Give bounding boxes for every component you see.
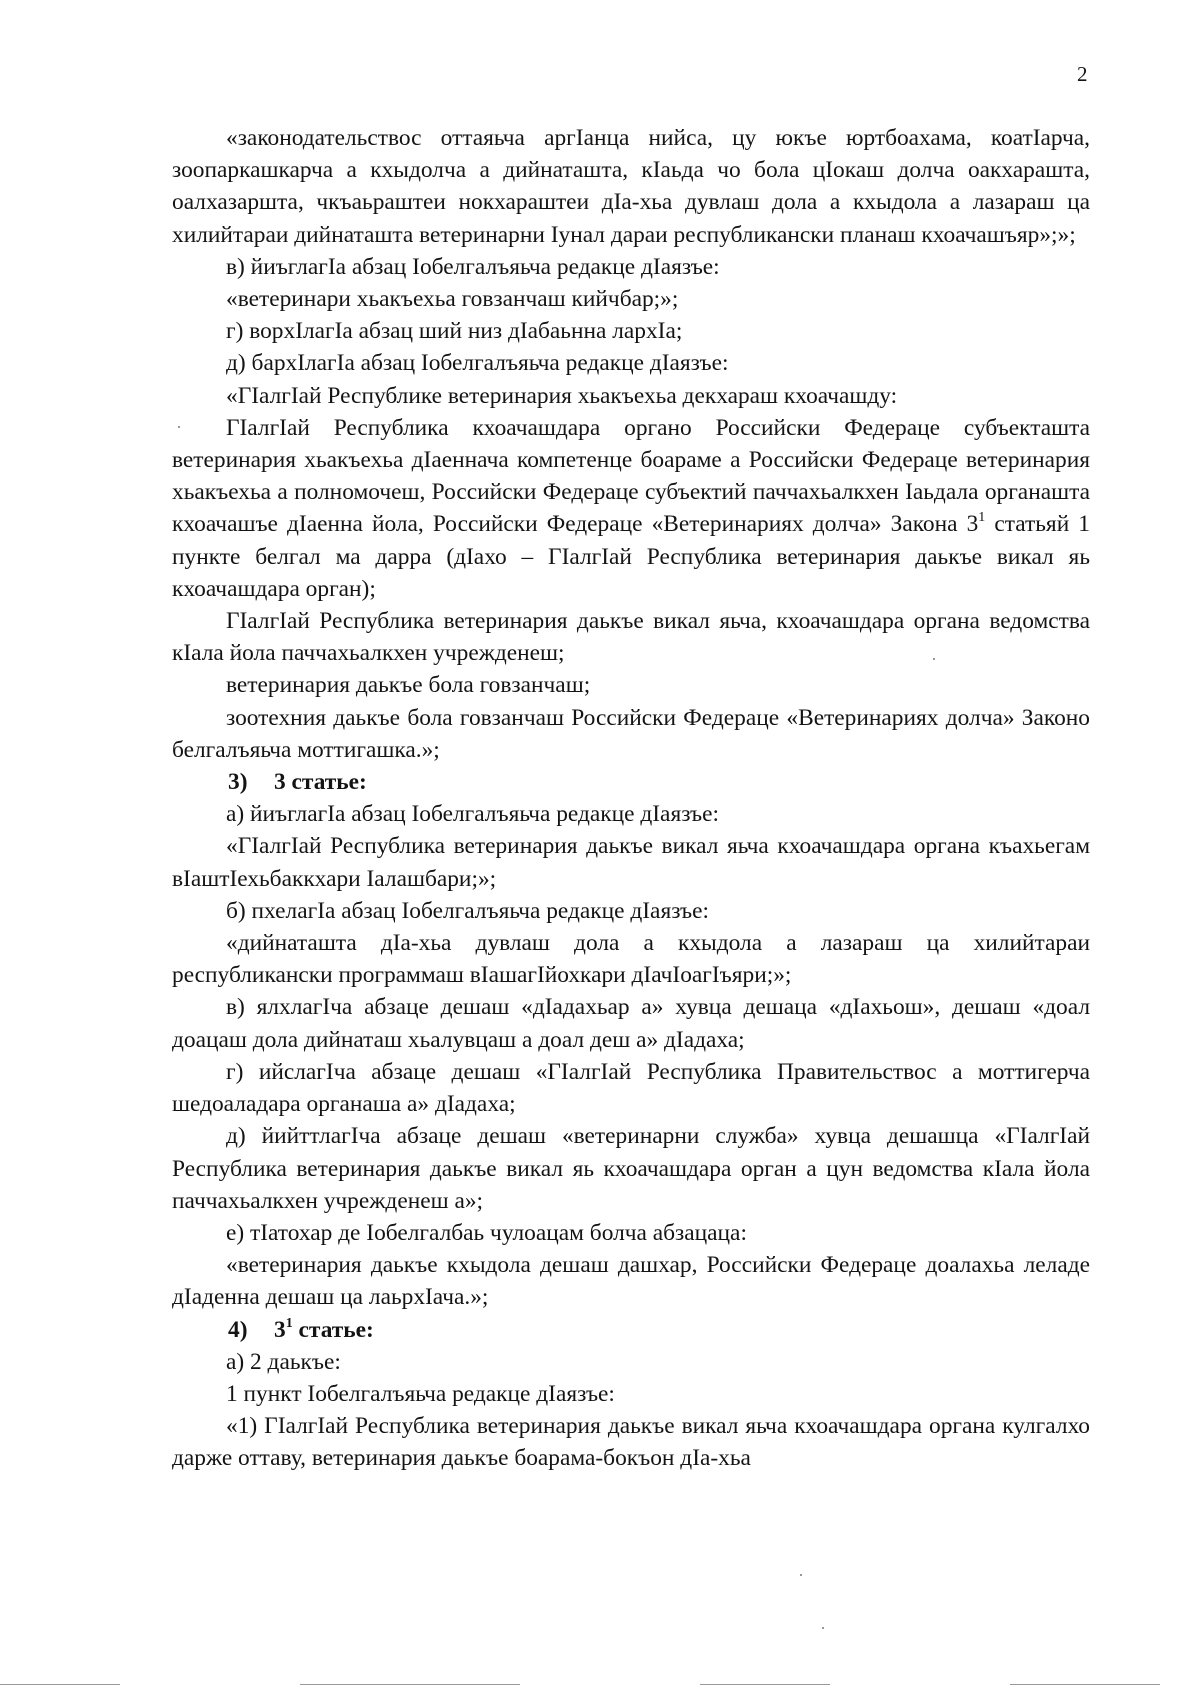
scan-speck bbox=[933, 658, 935, 660]
paragraph: ГIалгIай Республика ветеринария даькъе викал яьча, кхоачашдара органа ведомства кIала йола паччахьалкхен учрежденеш; bbox=[172, 608, 1090, 667]
paragraph: «ветеринария даькъе кхыдола дешаш дашхар, Российски Федераце доалахьа леладе дIаденна дешаш ца лаьрхIача.»; bbox=[172, 1252, 1090, 1311]
paragraph: г) ийслагIча абзаце дешаш «ГIалгIай Республика Правительствос а моттигерча шедоаладара органаша а» дIадаха; bbox=[172, 1058, 1090, 1118]
scan-edge-line bbox=[0, 1684, 120, 1685]
scan-speck bbox=[178, 426, 180, 428]
paragraph: д) йийттлагIча абзаце дешаш «ветеринарни служба» хувца дешашца «ГIалгIай Республика ветеринария даькъе викал яь кхоачашдара орган а цун ведомства кIала йола паччахьалкхен учрежденеш а»; bbox=[172, 1123, 1090, 1214]
scan-edge-line bbox=[300, 1684, 520, 1685]
section-title: 3 bbox=[274, 1316, 286, 1343]
section-title-rest: статье: bbox=[292, 1316, 374, 1343]
paragraph: в) йиъглагIа абзац Iобелгалъяьча редакце дIаязъе: bbox=[226, 253, 720, 280]
scan-speck bbox=[800, 1574, 802, 1576]
paragraph: «законодательствос оттаяьча аргIанца нийса, цу юкъе юртбоахама, коатIарча, зоопаркашкарча а кхыдолча а дийнаташта, кIаьда чо бола цIокаш долча оакхарашта, оалхазаршта, чкъаьраштеи нокхараштеи дIа-хьа дувлаш дола а кхыдола а лазараш ца хилийтараи дийнаташта ветеринарни Iунал дараи республикански планаш кхоачашъяр»;»; bbox=[172, 125, 1090, 248]
law-ref-suffix: статьяй 1 пункте белгал ма дарра (дIахо – ГIалгIай Республика ветеринария даькъе викал яь кхоачашдара орган); bbox=[172, 511, 1090, 602]
paragraph: «ГIалгIай Республике ветеринария хьакъехьа декхараш кхоачашду: bbox=[226, 382, 898, 409]
paragraph: зоотехния даькъе бола говзанчаш Российски Федераце «Ветеринариях долча» Законо белгалъяьча моттигашка.»; bbox=[172, 704, 1090, 763]
scan-speck bbox=[822, 1627, 824, 1629]
paragraph: е) тIатохар де Iобелгалбаь чулоацам болча абзацаца: bbox=[226, 1219, 747, 1246]
section-number: 4) bbox=[228, 1316, 248, 1343]
scan-edge-line bbox=[1010, 1684, 1160, 1685]
paragraph: «1) ГIалгIай Республика ветеринария даькъе викал яьча кхоачашдара органа кулгалхо дарже оттаву, ветеринария даькъе боарама-бокъон дIа-хьа bbox=[172, 1413, 1090, 1472]
paragraph: 1 пункт Iобелгалъяьча редакце дIаязъе: bbox=[226, 1380, 615, 1407]
paragraph-law-reference bbox=[172, 412, 1090, 605]
section-title: 3 статье: bbox=[274, 769, 367, 796]
paragraph: б) пхелагIа абзац Iобелгалъяьча редакце дIаязъе: bbox=[226, 897, 710, 924]
section-number: 3) bbox=[228, 769, 248, 796]
section-heading-3 bbox=[172, 766, 1090, 798]
paragraph: ветеринария даькъе бола говзанчаш; bbox=[226, 672, 591, 699]
paragraph: «ветеринари хьакъехьа говзанчаш кийчбар;»; bbox=[226, 286, 679, 313]
scan-edge-line bbox=[700, 1684, 830, 1685]
section-heading-4 bbox=[172, 1314, 1090, 1346]
law-ref-superscript: 1 bbox=[978, 510, 986, 526]
section-title-superscript: 1 bbox=[285, 1315, 293, 1331]
paragraph: д) бархIлагIа абзац Iобелгалъяьча редакце дIаязъе: bbox=[226, 350, 729, 377]
paragraph: в) ялхлагIча абзаце дешаш «дIадахьар а» хувца дешаца «дIахьош», дешаш «доал доацаш дола дийнаташ хьалувцаш а доал деш а» дIадаха; bbox=[172, 994, 1090, 1053]
paragraph: г) ворхIлагIа абзац ший низ дIабаьнна лархIа; bbox=[226, 318, 683, 345]
paragraph: «дийнаташта дIа-хьа дувлаш дола а кхыдола а лазараш ца хилийтараи республикански программаш вIашагIйохкари дIачIоагIъяри;»; bbox=[172, 930, 1090, 989]
law-ref-prefix: ГIалгIай Республика кхоачашдара органо Российски Федераце субъекташта ветеринария хьакъехьа дIаеннача компетенце боараме а Российски Федераце ветеринария хьакъехьа а полномочеш, Российски Федераце субъектий паччахьалкхен Iаьдала органашта кхоачашъе дIаенна йола, Российски Федераце «Ветеринариях долча» Закона 3 bbox=[172, 414, 1090, 538]
page-number: 2 bbox=[1077, 62, 1088, 86]
paragraph: а) 2 даькъе: bbox=[226, 1348, 341, 1375]
document-body bbox=[172, 122, 1090, 1475]
paragraph: «ГIалгIай Республика ветеринария даькъе викал яьча кхоачашдара органа къахьегам вIаштIехьбаккхари Iалашбари;»; bbox=[172, 833, 1090, 892]
paragraph: а) йиъглагIа абзац Iобелгалъяьча редакце дIаязъе: bbox=[226, 801, 720, 828]
